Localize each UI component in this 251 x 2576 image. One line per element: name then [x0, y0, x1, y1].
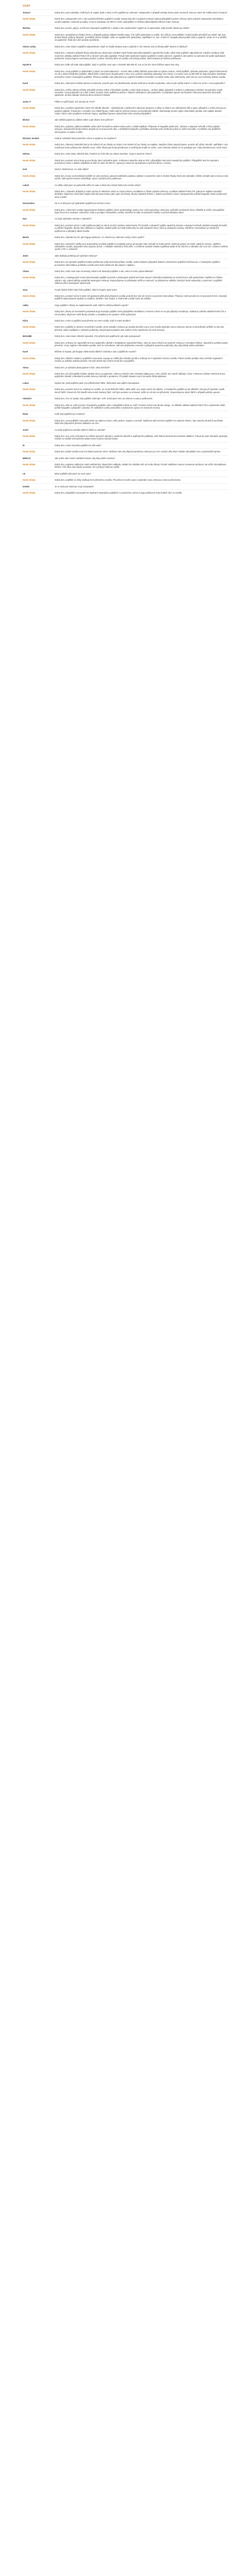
message-text: Dobrý den, povinné ručení se vztahuje na vozidlo, ne na konkrétního řidiče, takže platí i pro osobu, které vůz půjčíte. U havarijního pojištění je ale důležité, zda jste při sjednání uvedli okruh řidičů. Pokud vůz řídí mladší nebo méně zkušený řidič, než bylo uvedeno ve smlouvě, může to mít vliv na výši plnění. Doporučujeme okruh řidičů v případě potřeby upravit. [55, 388, 225, 394]
message-body [55, 159, 228, 165]
message-body [55, 224, 228, 232]
message-text: Dobrý den, asistenční služby jsou automaticky součástí pojištění a poskytují pomoc při poruše nebo nehodě 24 hodin denně. Zahrnují opravu na místě, odtah do servisu, zajištění náhradního vozidla, ubytování nebo dopravu domů. V základní variantě je limit nižší, v rozšířené variantě získáte například odtah až do 200 km a náhradní vůz na 5 dní. Asistenci můžete využít v ČR i v zahraničí. [55, 242, 228, 251]
message-author: Hosté ofsáta [23, 463, 36, 466]
message-text: Dobrý den, ráda bych změnila adresu na smlouvě, protože jsem se přestěhovala. Musím kvůli tomu chodit na pobočku, nebo to jde vyřídit online? A změní se mi tím i cena pojistného? [55, 82, 225, 85]
message-body [55, 118, 228, 121]
message-body [55, 70, 228, 78]
chat-message-agent [23, 141, 228, 150]
message-body [55, 310, 228, 316]
message-body [55, 107, 228, 115]
chat-message-user [23, 333, 228, 339]
message-body [55, 357, 228, 363]
chat-message-user [23, 25, 228, 31]
message-author: IK [23, 444, 25, 447]
message-body [55, 100, 228, 103]
message-body [55, 450, 228, 453]
message-author: Dan [23, 217, 27, 221]
message-body [55, 236, 228, 239]
message-body [55, 419, 228, 425]
message-text: Jaké doklady potřebuju při sjednání smlouvy? [55, 254, 97, 257]
message-author: Hosté ofsáta [23, 70, 36, 73]
chat-message-agent [23, 207, 228, 216]
message-body [55, 472, 228, 475]
message-body [55, 382, 228, 384]
message-text: Dobrý den, ano, proti rozhodnutí se můžete písemně odvolat s uvedením důvodů a doplňujícími podklady. Vaši žádost přezkoumá nezávislé oddělení. Pokud ani poté nebudete spokojen, můžete se obrátit na finančního arbitra nebo Českou národní banku. [55, 434, 228, 440]
message-body [55, 137, 228, 140]
message-text: Dobrý den, je výhodné platit pojistné ročně, nebo měsíčně? [55, 366, 110, 369]
message-text: Co když způsobím nehodu v zahraničí? [55, 217, 92, 221]
message-body [55, 18, 228, 23]
chat-message-user [23, 9, 228, 15]
message-author: Hosté ofsáta [23, 174, 36, 177]
message-text: Zajímá mě, jestli pojištění platí i pro příležitostné řidiče, třeba když auto půjčím kamarádovi. [55, 381, 140, 384]
message-author: Lukas [23, 381, 29, 384]
chat-message-user [23, 252, 228, 259]
message-text: Dobrý den, pro sjednání pojištění budete potřebovat velký technický průkaz vozidla, osobní doklad a případně doklad o předchozím pojištění kvůli bonusu. U havarijního pojištění provedeme také krátkou prohlídku vozidla nebo stačí nafotit vůz dle pokynů v aplikaci. [55, 261, 220, 266]
message-author: Michal88 [23, 335, 32, 338]
message-text: Přišel mi vyšší lístek, než minulý rok. Proč? [55, 100, 95, 103]
chat-message-agent [23, 355, 228, 364]
chat-message-user [23, 80, 228, 86]
message-text: Jak nahlásit pojistnou událost online a jak dlouho trvá vyřízení? [55, 118, 114, 122]
chat-message-user [23, 348, 228, 354]
message-author: Roba [23, 413, 28, 416]
message-text: Dobrý den, mám dotaz k pojištění odpovědnosti. Když mi zloděj ukradne auto a způsobí s ním nehodu, kdo za škodu platí? Musím to hlásit já? [55, 45, 188, 48]
chat-message-user [23, 43, 228, 49]
message-author: Martina [23, 27, 30, 30]
message-body [55, 63, 228, 66]
message-body [55, 33, 228, 42]
message-text: Je ve smlouvě zahrnuto i krytí zavazadel? [55, 485, 94, 488]
message-text: Po jak dlouhé době mám řešit pojištění, když si koupím ojeté auto? [55, 288, 118, 291]
message-body [55, 326, 228, 331]
message-text: Dobrý den, zákonný minimální limit je 35 milionů Kč pro škody na zdraví a 35 milionů Kč pro škody na majetku. Navýšení limitu doporučujeme, protože při vážné nehodě, například s více zraněnými nebo poškozením drahého vozu, může škoda tyto limity přesáhnout a rozdíl byste hradili ze svého. Limit 100/100 milionů Kč se pohybuje jen v řádu desítek korun ročně navíc. [55, 143, 228, 149]
message-author: Hosté ofsáta [23, 372, 36, 376]
chat-message-agent [23, 222, 228, 234]
message-body [55, 289, 228, 291]
chat-message-agent [23, 173, 228, 182]
message-author: Hosté ofsáta [23, 190, 36, 193]
message-text: Dobrý den, u firemních vozidel doporučujeme flotilové pojištění, které zjednodušuje správu více vozů pod jednou smlouvou a přináší množstevní slevy. Důležité je ověřit, zda pojištění kryje řízení více osobami, zahraniční cesty a pronájem náhradního vozidla. Zaměřte se také na asistenční služby a rychlost likvidace škod. [55, 208, 225, 214]
chat-message-user [23, 380, 228, 386]
message-text: Dobrý den, kolik mě bude stát pojištění, když si pořídím nové auto v hodnotě 650 000 Kč a je mi 24 let? Jsem řidičem teprve dva roky. [55, 63, 180, 66]
message-author: Hosté ofsáta [23, 419, 36, 422]
message-body [55, 435, 228, 440]
message-body [55, 342, 228, 347]
message-author: Jitule [23, 254, 28, 257]
chat-message-user [23, 302, 228, 308]
message-text: Dobrý den, bonus za bezeškodní průběh se vám zachová, pokud nenahlásíte pojistnou událost z povinného ručení. Drobné škody, které jste způsobili, můžete uhradit sami a bonus si tak udržet. Náš systém bonusů zohledňuje i praxi z předchozích pojišťoven. [55, 174, 228, 180]
message-author: Alena [23, 366, 29, 369]
message-text: Mám pojištění přenosné na nové auto? [55, 472, 91, 475]
message-text: Dobrý den, zajímalo by mě, jak funguje asistence. Co všechno je zahrnuto a kdy ji mohu využít? [55, 236, 144, 239]
message-body [55, 190, 228, 198]
message-body [55, 413, 228, 415]
message-body [55, 335, 228, 337]
message-author: Helena [23, 152, 30, 156]
message-text: Dobrý den, pojištění se vždy vztahuje ke konkrétnímu vozidlu. Při pořízení nového auta si sjednáte novou smlouvu a bonus přeneseme. [55, 479, 181, 482]
message-body [55, 217, 228, 220]
message-body [55, 45, 228, 48]
message-author: Hosté ofsáta [23, 159, 36, 162]
message-text: Dobrý den, cena pojištění je individuální a závisí na mnoha faktorech – kromě věku a délky řidičské praxe také na výkonu motoru, místě bydliště, způsobu parkování, ujetých kilometrech za rok a historii škodného průběhu. Mladí řidiči s kratší praxí obvykle platí o něco více, protože statisticky způsobují více nehod. U nového vozu za 650 000 Kč doporučujeme kombinaci povinného ručení a havarijního pojištění. Přesnou nabídku vám připravíme po vyplnění krátkého formuláře na našem webu nebo telefonicky, stačí mít po ruce technický průkaz vozidla. [55, 70, 227, 78]
chat-message-user [23, 135, 228, 141]
message-body [55, 276, 228, 284]
message-body [55, 52, 228, 60]
chat-message-agent [23, 188, 228, 200]
message-body [55, 372, 228, 378]
message-body [55, 261, 228, 266]
message-author: Hosté ofsáta [23, 276, 36, 279]
message-text: Dobrý den, mohu si pojištění auta převést na nové vozidlo, když to staré prodám? [55, 319, 131, 322]
message-author: Hosté ofsáta [23, 357, 36, 360]
message-body [55, 492, 228, 494]
message-author: Jarda_P [23, 100, 31, 103]
message-body [55, 168, 228, 171]
message-author: Josef [23, 428, 28, 431]
message-author: Hosté ofsáta [23, 143, 36, 146]
chat-message-user [23, 98, 228, 105]
message-body [55, 295, 228, 300]
message-author: Hosté ofsáta [23, 261, 36, 264]
message-author: Hosté ofsáta [23, 88, 36, 91]
chat-message-user [23, 395, 228, 401]
chat-message-agent [23, 293, 228, 302]
chat-message-agent [23, 87, 228, 98]
message-text: Dobrý den, prosím, jaký je rozdíl mezi havarijním pojištěním s výluku a bez spoluúčasti? Vyplatí se mi spoluúčast, když jezdím hlavně po městě? [55, 27, 190, 30]
message-text: Dobrý den, zastupování není u nás součástí běžného pojištění vozidla. Doporučuji vám k pojistné smlouvě sjednat připojištění právní ochrany, které pokrývá zastupování advokátem, soudní poplatky i znalecké posudky. Cena se pohybuje od 290 Kč ročně a připojištění si můžete přidat kdykoliv během trvání smlouvy. [55, 18, 224, 23]
message-author: Vlastimil [23, 397, 31, 400]
message-text: Dobrý den, každé vozidlo musí mít vlastní povinné ručení. Můžeme vám ale připravit společnou smlouvu pro více vozidel, díky které získáte výhodnější cenu a jednodušší správu. [55, 450, 221, 453]
message-body [55, 429, 228, 431]
chat-message-agent [23, 274, 228, 286]
chat-message-agent [23, 386, 228, 395]
message-text: Dobrý den, povinné ručení musíte mít sjednané ještě před přepisem vozidla, protože bez něj vůz nesmí na pozemní komunikaci. Přepis je nutné provést do 10 pracovních dnů. Havarijní pojištění doporučujeme sjednat co nejdříve, ideálně v den koupě, a chránit tak vozidlo hned od začátku. [55, 294, 227, 300]
message-author: Richard_Hrubeš [23, 137, 39, 140]
message-author: Michal [23, 118, 29, 122]
message-body [55, 243, 228, 251]
message-author: Karel [23, 350, 28, 353]
message-body [55, 319, 228, 322]
message-author: radka [23, 303, 28, 307]
chat-message-agent [23, 308, 228, 317]
chat-message-agent [23, 477, 228, 483]
message-text: Dobrý den, mám dotaz ohledně výpovědi. Chci přejít k jiné pojišťovně, jak mám postupovat? [55, 335, 141, 338]
message-author: Jana [23, 288, 28, 291]
message-author: LE [23, 472, 26, 475]
chat-message-user [23, 150, 228, 157]
message-text: Dobrý den, spoluúčast je částka, kterou v případě pojistné události hradíte sama. Čím vyšší spoluúčast si zvolíte, tím nižší je cena pojištění. Pokud jezdíte převážně po městě, kde jsou drobné škody (odřený nárazník, promáčklé dveře) častější, může se vyplatit nižší spoluúčast, například 5 %, min. 5 000 Kč. Naopak pokud jezdíte málo a opatrně, zvolte 10 % a ušetříte na pojistném. Rádi vám obě varianty spočítáme. [55, 33, 227, 42]
message-author: Hosté ofsáta [23, 125, 36, 128]
message-author: Simon Lásky [23, 45, 36, 48]
message-text: Dobrý den, pojistnou událost nahlásíte online přes formulář na našem webu nebo v mobilní aplikaci. Připravte si fotografie poškození, záznam o dopravní nehodě a číslo pojistné smlouvy. Jednoduché škody řešíme obvykle do 10 pracovních dnů, u složitějších případů s prohlídkou technika nebo šetřením policie to může trvat déle. O průběhu vás průběžně informujeme e-mailem a SMS. [55, 125, 221, 133]
message-text: Dobrý den, v takovém případě je nutné nechat za stěračem vzkaz se svým jménem, kontaktem a číslem pojistné smlouvy, a událost nahlásit Policii ČR, pokud se majitele nepodaří dohledat. Odjetí bez zanechání údajů může být posuzováno jako ujetí od nehody. Škodu následně řešíme z vašeho povinného ručení. Nezapomeňte pořídit fotografie místa a poškození obou vozidel. [55, 190, 227, 198]
message-body [55, 143, 228, 149]
message-author: Ivoš [23, 168, 27, 171]
message-author: Hosté ofsáta [23, 294, 36, 297]
message-author: Hosté ofsáta [23, 107, 36, 110]
message-author: Luboš [23, 183, 29, 187]
message-text: Dobrý den, změnu adresy můžete pohodlně provést online v klientském portálu v sekci Moje smlouvy – Změna údajů, případně e-mailem s podepsanou žádostí. Na pobočku chodit nemusíte. Cena pojistného se může změnit, protože místo bydliště je jedním z faktorů ovlivňujících výši pojistného. O případné úpravě vás budeme informovat písemně před další splatností. Změna nabude účinnosti dnem doručení žádosti. [55, 88, 223, 97]
message-author: Karel [23, 82, 28, 85]
message-author: Hronosdom [23, 202, 35, 205]
chat-message-user [23, 483, 228, 489]
message-author: Hosté ofsáta [23, 341, 36, 344]
message-author: Hosté ofsáta [23, 434, 36, 437]
message-author: Hosté ofsáta [23, 450, 36, 453]
chat-message-agent [23, 417, 228, 427]
chat-message-user [23, 470, 228, 477]
message-body [55, 479, 228, 481]
chat-message-agent [23, 402, 228, 411]
chat-message-agent [23, 31, 228, 43]
message-author: Hosté ofsáta [23, 492, 36, 494]
chat-message-agent [23, 433, 228, 442]
chat-message-user [23, 215, 228, 222]
message-author: MMKAS [23, 456, 31, 460]
message-text: Nechci ztratit bonus. Co mám dělat? [55, 168, 89, 171]
message-author: Hosté ofsáta [23, 242, 36, 245]
message-text: Můžete mi napsat, jak funguje elektronická dálniční známka a zda s pojištěním souvisí? [55, 350, 137, 353]
message-author: DARIO [23, 485, 30, 488]
chat-message-user [23, 268, 228, 274]
message-author: Hosté ofsáta [23, 18, 36, 21]
message-text: Dobrý den, u leasingových smluv bývá havarijní pojištění povinné a leasingová společnost často stanoví minimální požadavky na rozsah krytí a výši spoluúčasti. Pojištění si můžete vybrat u nás, pokud splňuje podmínky leasingové smlouvy. Doporučujeme si požadavky ověřit ve smlouvě, my připravíme nabídku, která jim bude odpovídat, a potvrzení o pojištění zašleme přímo leasingové společnosti. [55, 276, 223, 285]
message-author: Hosté ofsáta [23, 388, 36, 391]
message-body [55, 366, 228, 369]
message-body [55, 152, 228, 155]
message-body [55, 397, 228, 400]
chat-message-agent [23, 157, 228, 166]
message-body [55, 388, 228, 394]
chat-message-user [23, 317, 228, 324]
message-body [55, 304, 228, 307]
message-author: Hosté ofsáta [23, 326, 36, 329]
message-author: Hynek R. [23, 63, 32, 66]
message-text: Dobrý den, při roční platbě získáte obvykle slevu na pojistném, zatímco měsíční nebo čtvrtletní platby jsou o něco dražší, ale rozloží náklady v čase. Frekvenci můžete změnit ke konci pojistného období v klientském portálu nebo po dohodě s poradcem. Při platbě inkasem navíc nemusíte hlídat splatnost. [55, 372, 225, 378]
message-body [55, 270, 228, 273]
message-body [55, 209, 228, 214]
message-text: Dobrý den, mohu mít jedno pojištění na dvě auta? [55, 444, 102, 447]
message-body [55, 11, 228, 14]
chat-message-agent [23, 123, 228, 135]
chat-message-user [23, 455, 228, 461]
message-body [55, 444, 228, 447]
chat-message-agent [23, 68, 228, 80]
message-author: Klára [23, 319, 28, 322]
message-body [55, 184, 228, 187]
chat-message-agent [23, 15, 228, 25]
message-author: Martin [23, 236, 29, 239]
chat-message-user [23, 61, 228, 67]
message-author: Hosté ofsáta [23, 224, 36, 227]
message-body [55, 202, 228, 205]
chat-message-user [23, 411, 228, 417]
message-body [55, 350, 228, 353]
message-author: Hosté ofsáta [23, 310, 36, 313]
message-body [55, 255, 228, 257]
message-text: Dobrý den, dálniční známka s pojištěním nesouvisí. Kupuje se zvlášť přes oficiální portál a vztahuje se k registrační značce vozidla. Pokud vozidlo prodáte nebo změníte registrační značku, je potřeba známku převést. Na naší straně tato změna nemá vliv na pojištění. [55, 357, 223, 363]
chat-message-user [23, 427, 228, 433]
message-body [55, 175, 228, 180]
message-text: Dobrý den, cena pojištění motocyklu závisí na objemu motoru, věku jezdce, regionu a sezóně. Nabízíme také sezónní pojištění na vybrané měsíce, kdy motorku skutečně používáte. Rádi vám připravíme přesnou kalkulaci na míru. [55, 419, 224, 425]
chat-message-user [23, 116, 228, 123]
chat-message-agent [23, 259, 228, 268]
message-text: Dobrý den, pojistnou událost je nutné nahlásit bez zbytečného odkladu, ideálně do několika dnů od vzniku škody. Pozdní nahlášení nemusí znamenat zamítnutí, ale může zkomplikovat šetření. Čím dříve nám škodu oznámíte, tím rychleji ji můžeme vyřídit. [55, 463, 226, 469]
message-text: Dobrý den, střet se zvěří je krytý z havarijního pojištění nebo z připojištění střetu se zvěří. Povinné ručení tuto škodu nekryje. Je důležité nahlásit událost Policii ČR a myslivecké stráži, pořídit fotografie a případně i protokol. Po nahlášení rychle posoudíme a domluvíme opravu ve smluvním servisu. [55, 403, 226, 409]
message-text: Dobrý den, chci se zeptat, zda pojištění zahrnuje i zvěř. Srazil jsem srnu na okresce a auto je poškozené. [55, 397, 153, 400]
message-author: Tomas7 [23, 11, 31, 14]
message-author: Vlasta [23, 269, 29, 273]
message-author: Hosté ofsáta [23, 479, 36, 482]
chat-message-agent [23, 49, 228, 61]
message-body [55, 89, 228, 97]
chat-message-agent [23, 461, 228, 470]
message-text: Dobrý den, paní ordinátko, chtěl bych se zeptat, jestli v rámci AUTO pojištění je zahrnuté i zastupování v případě nehody, kterou jsem nezavinil, nebo je nutné mít zvlášť právní ochranu? [55, 11, 228, 14]
chat-message-user [23, 442, 228, 448]
message-author: Hosté ofsáta [23, 33, 36, 36]
message-text: Dobrý den, navýšení pojistného mohlo mít několik důvodů – nejčastěji jde o každoroční valorizaci spojenou s inflací a růstem cen náhradních dílů a oprav, případně o změnu bonusu po pojistné události. Pokud jste v minulém roce hlásili škodu, mohlo dojít ke snížení bonusu za bezeškodní průběh. Zkontrolujte prosím výpis v klientském portálu, kde najdete detailní rozpis. Rádi s vámi projdeme možnosti úspory, například úpravou spoluúčasti nebo rozsahu připojištění. [55, 107, 226, 115]
chat-message-agent [23, 370, 228, 380]
chat-message-user [23, 364, 228, 370]
message-body [55, 485, 228, 488]
message-text: Dobrý den, připojištění zavazadel lze sjednat k havarijnímu pojištění i k povinnému ručení a kryje poškození nebo krádež věcí ve vozidle. [55, 492, 182, 494]
chat-message-user [23, 234, 228, 240]
chat-message-user [23, 182, 228, 188]
message-text: Kolik stojí pojištění pro motorku? [55, 413, 86, 416]
chat-message-user [23, 166, 228, 172]
message-text: Kolik je minimální limit povinného ručení a vyplatí se mi navýšení? [55, 137, 116, 140]
message-body [55, 404, 228, 410]
message-text: Dobrý den, pojištění je vázané na konkrétní vozidlo, proto stávající smlouvu po prodeji ukončíte a pro nové vozidlo sjednáte novou smlouvu. Bonus za bezeškodní průběh se vám ale převede, takže nepřijdete o výhodné podmínky. Nevyčerpané pojistné vám vrátíme nebo započteme do nové smlouvy. [55, 326, 224, 331]
chat-message-agent [23, 105, 228, 116]
chat-message-user [23, 286, 228, 293]
message-text: Kryje pojištění i škody na zaparkovaném autě, když ho někdo poškodí a ujede? [55, 303, 129, 307]
message-text: Dobrý den, mám nové auto na leasing. Musím mít havarijní pojištění u vás, nebo si mohu vybrat kdekoliv? [55, 269, 154, 273]
message-text: Dobrý den, škody od neznámého pachatele kryje havarijní pojištění nebo připojištění vandalismu. Povinné ručení se na tyto případy nevztahuje. Událost je potřeba nahlásit Policii ČR a mít protokol, abychom mohli škodu uhradit. U vandalismu lze sjednat i nižší spoluúčast. [55, 310, 226, 316]
chat-message-agent [23, 324, 228, 333]
chat-message-agent [23, 448, 228, 454]
message-author: Hosté ofsáta [23, 208, 36, 211]
message-text: Jak rychle vám musím nahlásit nehodu, aby bylo plnění uznáno? [55, 456, 115, 460]
chat-message-user [23, 200, 228, 206]
message-body [55, 82, 228, 84]
message-text: Dobrý den, povinné ručení z naší pojišťovny platí ve všech zemích systému zelené karty. Při nehodě v zahraničí vyplňte společný záznam o dopravní nehodě, ideálně evropský formulář, a pořiďte fotografie. Škodu nám nahlaste co nejdříve, ideálně ještě na místě telefonicky na naší asistenční lince, která je dostupná nonstop. Ošetříme i komunikaci se zahraniční pojišťovnou a případný odtah vozidla. [55, 224, 228, 232]
message-body [55, 27, 228, 29]
message-text: Co když pojišťovna zamítne plnění? Můžu se odvolat? [55, 428, 106, 431]
chat-message-agent [23, 340, 228, 349]
chat-log [23, 9, 228, 496]
message-body [55, 125, 228, 133]
message-text: Dobrý den, v takovém případě škodu způsobenou odcizeným vozidlem hradí Česká kancelář pojistitelů z garančního fondu, nikoli vaše pojištění odpovědnosti. Krádež vozidla je však nutné bez odkladu nahlásit Policii ČR a zároveň nám jako pojistiteli. Pokud máte sjednané havarijní pojištění s krytím odcizení, vyplatíme vám plnění za samotný vůz podle sjednaných podmínek. Doporučujeme uschovat protokol z policie, všechny klíče od vozidla a technický průkaz, které budeme při šetření potřebovat. [55, 52, 226, 60]
message-author: Hosté ofsáta [23, 403, 36, 406]
message-author: Hosté ofsáta [23, 52, 36, 55]
chat-message-agent [23, 489, 228, 496]
message-text: Dobrý den, mám dotaz ohledně skla. Praskne mi čelní sklo po nárazu kamínku. Kryje to povinné ručení? [55, 152, 152, 156]
message-text: Co dělat, když jsem na parkovišti odřel cizí auto a nikdo tam nebyl? Mám tam nechat vzkaz? [55, 183, 141, 187]
message-body [55, 463, 228, 469]
chat-title: CHAT [23, 5, 30, 8]
message-text: Dobrý den, smlouvu lze vypovědět ke konci pojistného období s šestitýdenní výpovědní lhůtou, nebo do dvou měsíců od uzavření smlouvy s osmidenní lhůtou. Výpověď je potřeba zaslat písemně. Vzory najdete v klientském portálu. Než se rozhodnete, rádi vám připravíme srovnání a případně upravíme podmínky, aby odpovídaly vašim potřebám. [55, 341, 228, 347]
message-text: Na co si dát pozor při sjednávání pojištění pro firemní vozy? [55, 202, 111, 205]
chat-message-agent [23, 241, 228, 252]
message-body [55, 457, 228, 460]
message-text: Dobrý den, povinné ručení kryje pouze škody, které způsobíte jiným. Poškození vlastního skla se řeší z připojištění skel nebo havarijního pojištění. Připojištění skel lze sjednat k povinnému ručení s limitem například 10 000 Kč nebo 20 000 Kč, oprava je často bez spoluúčasti a vyřízená přímo v servisu. [55, 159, 219, 164]
